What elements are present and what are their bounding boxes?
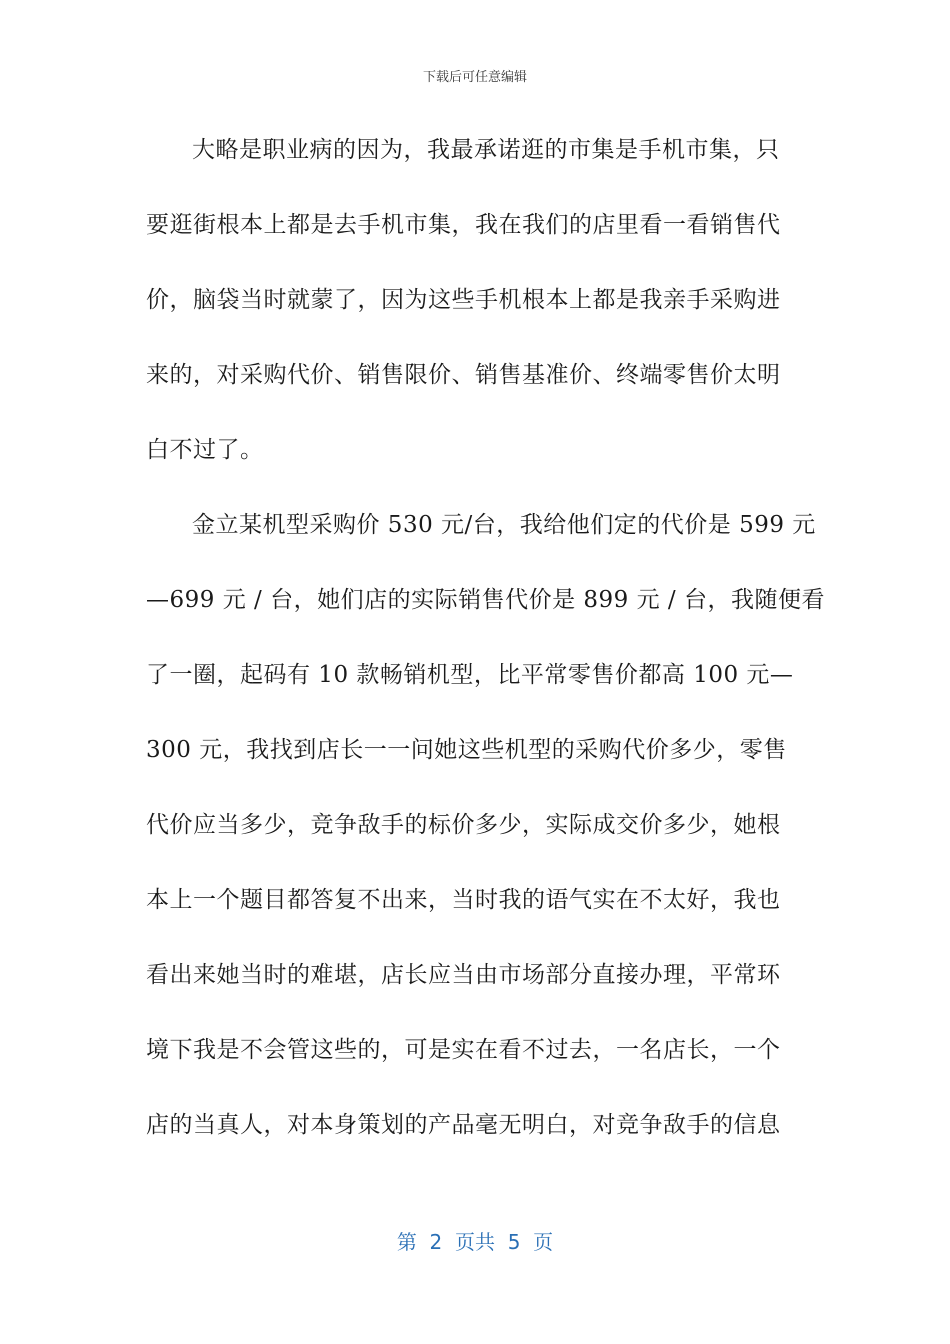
text-line: 价，脑袋当时就蒙了，因为这些手机根本上都是我亲手采购进 [146, 287, 781, 313]
text-line: 代价应当多少，竞争敌手的标价多少，实际成交价多少，她根 [146, 812, 781, 838]
page-number-footer: 第 2 页共 5 页 [396, 1230, 554, 1254]
text-line: 了一圈，起码有 10 款畅销机型，比平常零售价都高 100 元— [146, 662, 794, 688]
text-line: 店的当真人，对本身策划的产品毫无明白，对竞争敌手的信息 [146, 1112, 781, 1138]
text-line: 白不过了。 [146, 437, 264, 463]
text-line: 300 元，我找到店长一一问她这些机型的采购代价多少，零售 [146, 737, 787, 763]
text-line: 大略是职业病的因为，我最承诺逛的市集是手机市集，只 [192, 137, 780, 163]
text-line: —699 元 / 台，她们店的实际销售代价是 899 元 / 台，我随便看 [146, 587, 825, 613]
text-line: 来的，对采购代价、销售限价、销售基准价、终端零售价太明 [146, 362, 781, 388]
text-line: 金立某机型采购价 530 元/台，我给他们定的代价是 599 元 [192, 512, 816, 538]
text-line: 看出来她当时的难堪，店长应当由市场部分直接办理，平常环 [146, 962, 781, 988]
text-line: 境下我是不会管这些的，可是实在看不过去，一名店长，一个 [146, 1037, 781, 1063]
text-line: 要逛街根本上都是去手机市集，我在我们的店里看一看销售代 [146, 212, 781, 238]
page-header: 下载后可任意编辑 [422, 70, 527, 85]
text-line: 本上一个题目都答复不出来，当时我的语气实在不太好，我也 [146, 887, 781, 913]
